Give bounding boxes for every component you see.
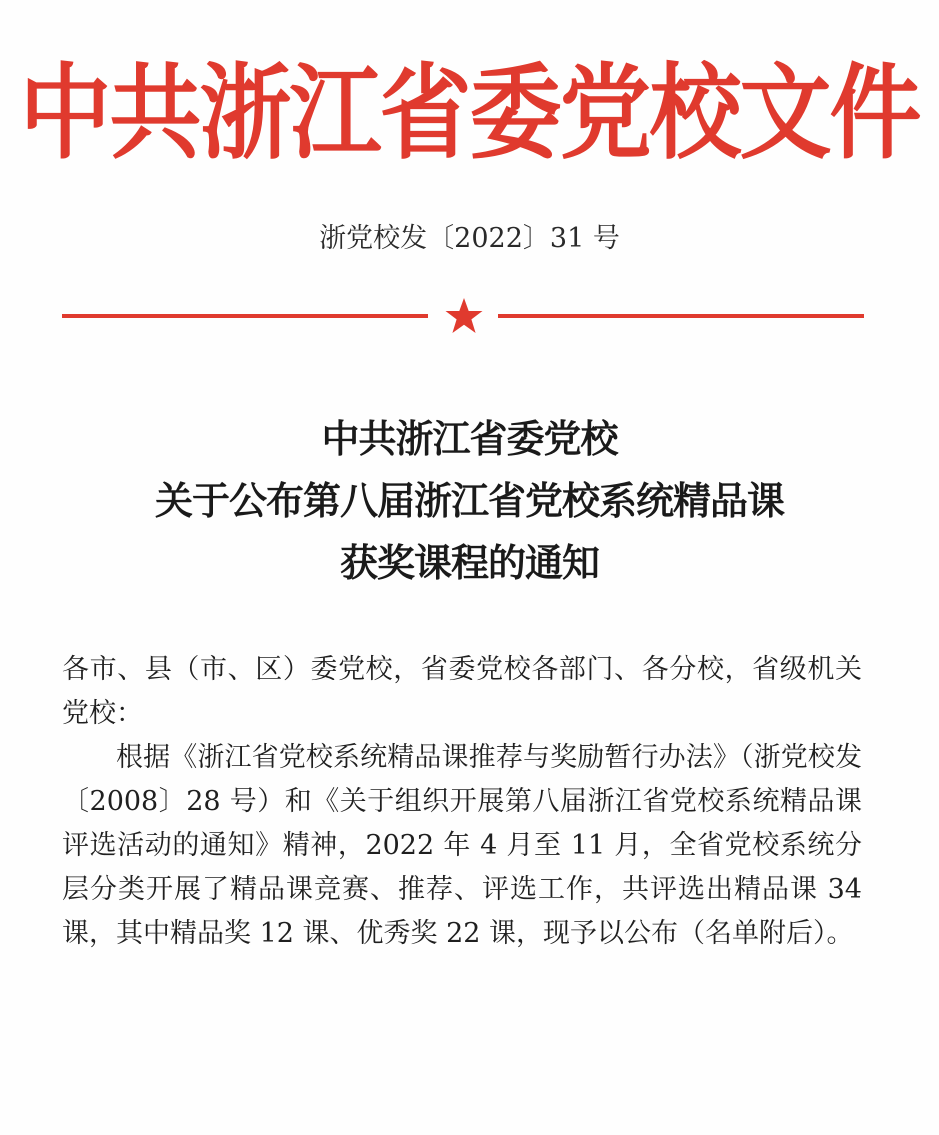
- addressee: 各市、县（市、区）委党校，省委党校各部门、各分校，省级机关党校：: [62, 654, 862, 729]
- notice-body: [62, 648, 862, 956]
- red-rule-right: [498, 314, 864, 318]
- document-number: 浙党校发〔2022〕31 号: [319, 223, 620, 254]
- red-rule-left: [62, 314, 428, 318]
- star-icon: [444, 296, 484, 336]
- notice-title: [0, 408, 939, 594]
- title-line-3: 获奖课程的通知: [339, 540, 599, 585]
- title-line-2: 关于公布第八届浙江省党校系统精品课: [154, 478, 784, 523]
- body-paragraph: 根据《浙江省党校系统精品课推荐与奖励暂行办法》（浙党校发〔2008〕28 号）和《关于组织开展第八届浙江省党校系统精品课评选活动的通知》精神，2022 年 4 月至 11 月，全省党校系统分层分类开展了精品课竞赛、推荐、评选工作，共评选出精品课 34 课，其中精品奖 12 课、优秀奖 22 课，现予以公布（名单附后）。: [62, 742, 862, 949]
- document-masthead: 中共浙江省委党校文件: [19, 53, 920, 173]
- title-line-1: 中共浙江省委党校: [321, 416, 618, 461]
